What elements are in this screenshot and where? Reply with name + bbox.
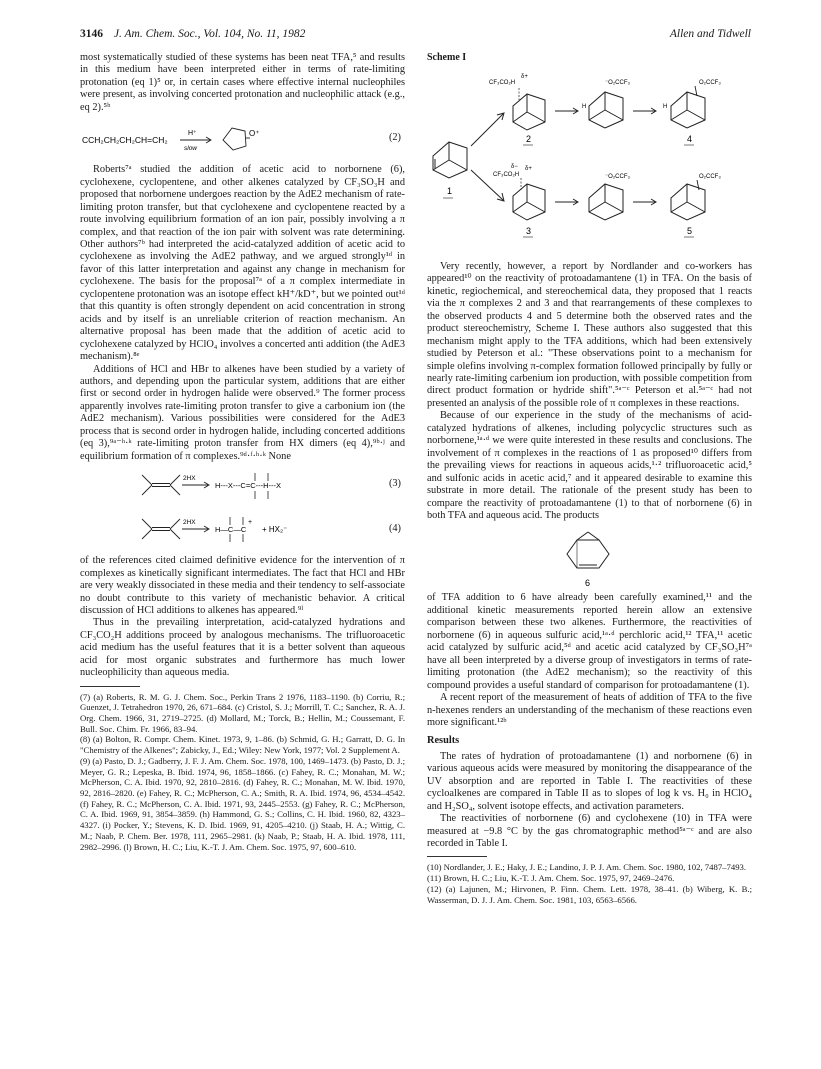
- footnote-rule: [80, 686, 140, 687]
- cation-b-structure: [589, 184, 623, 220]
- eq3-product: H---X---C=C---H---X: [215, 481, 282, 491]
- paragraph: most systematically studied of these systems has been neat TFA,⁵ and results in this medium have been interpreted either in terms of rate-limiting protonation (eq 1)⁵ or, in certain cases where effective internal nucleophiles were present, as involving concerted protonation and nucleophilic attack (e.g., eq 2).⁵ᵇ: [80, 52, 405, 113]
- footnote-rule: [427, 856, 487, 857]
- paragraph: Thus in the prevailing interpretation, acid-catalyzed hydrations and CF₃CO₂H additions proceed by analogous mechanisms. The trifluoroacetic acid medium has the useful features that it is a better solvent than aqueous acid for most organic substrates and furthermore has much lower nucleophilicity than aqueous media.: [80, 617, 405, 679]
- ocof3-b: O₂CCF₃: [699, 80, 721, 87]
- equation-2-drawing: [80, 114, 405, 164]
- paragraph: Additions of HCl and HBr to alkenes have been studied by a variety of authors, and depending upon the particular system, additions that are either first or second order in hydrogen halide were observed.⁹ The former process apparently involves rate-limiting proton transfer to give a carbonium ion (the AdE2 mechanism). Various possibilities were considered for the AdE3 process that is second order in hydrogen halide, including concerted additions (eq 3),⁹ᵃ⁻ʰ·ᵏ rate-limiting proton transfer from HX dimers (eq 4),⁹ᵇ·ʲ and equilibrium formation of π complexes.⁹ᵈ·ᶠ·ʰ·ᵏ None: [80, 363, 405, 462]
- equation-3: [80, 463, 405, 509]
- h-a: H: [582, 104, 587, 111]
- equation-2: [80, 114, 405, 164]
- eq4-cation: +: [248, 519, 253, 527]
- equation-number-4: (4): [388, 523, 401, 535]
- equation-4-drawing: [80, 509, 405, 555]
- compound-1-structure: [433, 142, 467, 178]
- paragraph: Very recently, however, a report by Nordlander and co-workers has appeared¹⁰ on the reactivity of protoadamantene (1) in TFA. On the basis of kinetic, regiochemical, and stereochemical data, they proposed that 1 reacts via the π complexes 2 and 3 and that rearrangements of these complexes to the observed products 4 and 5 determine both the observed rates and the product stereochemistry, Scheme I. These authors also suggested that this mechanism might apply to the TFA additions, which had been extensively studied by Peterson et al.: "These observations point to a mechanism for simple olefins involving π-complex formation followed principally by fully or nearly rate-limiting carbenium ion production, with possible competition from direct product formation or hydride shift".⁵ᵃ⁻ᶜ Peterson et al.⁵ᵃ⁻ᶜ had not presented an analysis of the possible role of π complexes in these reactions.: [427, 260, 752, 409]
- ocof3-c: ⁻O₂CCF₃: [605, 174, 630, 181]
- eq2-reactant: CCH₂CH₂CH₂CH=CH₂: [82, 135, 168, 146]
- running-authors: Allen and Tidwell: [669, 28, 751, 40]
- paragraph: of the references cited claimed definitive evidence for the intervention of π complexes as kinetically significant intermediates. The fact that HCl and HBr are very weakly dissociated in these media and their tendency to self-associate no doubt contribute to this variety of mechanistic behavior. A critical discussion of HCl additions to alkenes has appeared.⁹ˡ: [80, 555, 405, 616]
- ocof3-a: ⁻O₂CCF₃: [605, 80, 630, 87]
- norbornene-figure: [427, 522, 752, 592]
- section-heading-results: Results: [427, 735, 460, 747]
- page-number: 3146: [80, 28, 103, 40]
- h-b: H: [663, 104, 668, 111]
- label-1: 1: [447, 186, 453, 197]
- eq2-arrow-bottom: slow: [184, 145, 198, 153]
- label-2: 2: [526, 134, 532, 145]
- compound-4-structure: [671, 86, 705, 128]
- footnote: (11) Brown, H. C.; Liu, K.-T. J. Am. Chem. Soc. 1975, 97, 2469–2476.: [427, 873, 675, 884]
- equation-3-drawing: [80, 463, 405, 509]
- paragraph: The rates of hydration of protoadamantene (1) and norbornene (6) in various aqueous acids were measured by monitoring the disappearance of the UV absorption and are reported in Table I. The reactivities of these cycloalkenes are compared in Table II as to slopes of log k vs. H₀ in HClO₄ and H₂SO₄, solvent isotope effects, and activation parameters.: [427, 750, 752, 812]
- delta-plus-top: δ+: [521, 74, 528, 81]
- label-5: 5: [687, 226, 693, 237]
- paragraph: The reactivities of norbornene (6) and cyclohexene (10) in TFA were measured at −9.8 °C by the gas chromatographic method⁵ᵃ⁻ᶜ and are also recorded in Table I.: [427, 813, 752, 850]
- cf3co2h-top: CF₃CO₂H: [489, 80, 516, 87]
- footnote: (8) (a) Bolton, R. Compr. Chem. Kinet. 1973, 9, 1–86. (b) Schmid, G. H.; Garratt, D. G. In "Chemistry of the Alkenes"; Zabicky, J., Ed.; Wiley: New York, 1977; Vol. 2 Supplement A.: [80, 734, 405, 756]
- paragraph: A recent report of the measurement of heats of addition of TFA to the five n-hexenes renders an understanding of the mechanism of these reactions even more significant.¹²ᵇ: [427, 692, 752, 728]
- eq4-product: H—C—C: [215, 525, 247, 535]
- delta-minus: δ−: [511, 164, 518, 171]
- label-3: 3: [526, 226, 532, 237]
- running-header: [80, 28, 751, 44]
- eq3-reagent: 2HX: [183, 475, 196, 483]
- ocof3-d: O₂CCF₃: [699, 174, 721, 181]
- norbornene-structure: [427, 522, 752, 592]
- compound-2-structure: [513, 88, 545, 130]
- scheme-1-figure: [427, 66, 752, 256]
- equation-number-3: (3): [388, 478, 401, 490]
- paragraph: of TFA addition to 6 have already been carefully examined,¹¹ and the additional kinetic measurements reported herein allow an extensive comparison between these two alkenes. Furthermore, the reactivities of norbornene (6) in aqueous sulfuric acid,¹ᵃ·ᵈ perchloric acid,¹² TFA,¹¹ acetic acid catalyzed by sulfuric acid,⁵ᵈ and acetic acid catalyzed by CF₃SO₃H⁷ᵃ have all been interpreted by a diverse group of investigators in terms of rate-limiting protonation (the AdE2 mechanism); so the reactivity of this compound provides a useful standard of comparison for protoadamantene (1).: [427, 592, 752, 691]
- eq4-reagent: 2HX: [183, 519, 196, 527]
- label-4: 4: [687, 134, 693, 145]
- footnotes-right: [427, 862, 752, 905]
- cf3co2h-bottom: CF₃CO₂H: [493, 172, 520, 179]
- equation-4: [80, 509, 405, 555]
- equation-number-2: (2): [388, 132, 401, 144]
- scheme-title: Scheme I: [427, 52, 467, 63]
- eq4-plus: + HX₂⁻: [262, 525, 288, 535]
- paragraph: Roberts⁷ᵃ studied the addition of acetic acid to norbornene (6), cyclohexene, cyclopentene, and other alkenes catalyzed by CF₃SO₃H and proposed that norbornene undergoes reaction by the AdE2 mechanism of rate-limiting proton transfer, but that cyclohexene and cyclopentene reacted by a route involving equilibrium formation of an ion pair, possibly involving a π complex, and that reaction of the ion pair with solvent was rate determining. Other authors⁷ᵇ had interpreted the acid-catalyzed addition of acetic acid to cyclohexene as involving the AdE2 pathway, and we argued strongly¹ᵈ in favor of this latter interpretation and against any change in mechanism for cyclohexene. The basis for the proposal⁷ᵃ of a π complex intermediate in cyclopentene protonation was an isotope effect kH⁺/kD⁺, but we pointed out¹ᵈ that this quantity is often strongly dependent on acid concentration in strong acids and by itself is an unreliable criterion of reaction mechanism. An alternative proposal has been made that the addition of acetic acid to cyclohexene catalyzed by HClO₄ involves a concerted anti addition (the AdE3 mechanism).⁸ᵉ: [80, 164, 405, 363]
- compound-3-structure: [513, 178, 545, 220]
- footnote: (9) (a) Pasto, D. J.; Gadberry, J. F. J. Am. Chem. Soc. 1978, 100, 1469–1473. (b) Pasto, D. J.; Meyer, G. R.; Lepeska, B. Ibid. 1974, 96, 1858–1866. (c) Fahey, R. C.; Monahan, M. W.; McPherson, C. A. Ibid. 1970, 92, 2810–2816. (d) Fahey, R. C.; Monahan, M. W. Ibid. 1970, 92, 2816–2820. (e) Fahey, R. C.; McPherson, C. A.; Smith, R. A. Ibid. 1974, 96, 4534–4542. (f) Fahey, R. C.; McPherson, C. A. Ibid. 1971, 93, 2445–2553. (g) Fahey, R. C.; McPherson, C. A. Ibid. 1969, 91, 3854–3859. (h) Hammond, G. S.; Collins, C. H. Ibid. 1960, 82, 4323–4327. (i) Pocker, Y.; Stevens, K. D. Ibid. 1969, 91, 4205–4210. (j) Staab, H. A.; Wittig, C. M.; Naab, P. Chem. Ber. 1978, 111, 2965–2981. (k) Naab, P.; Staab, H. A. Ibid. 1978, 111, 2982–2996. (l) Brown, H. C.; Liu, K.-T. J. Am. Chem. Soc. 1975, 97, 600–610.: [80, 755, 405, 852]
- compound-5-structure: [671, 180, 705, 220]
- eq2-cation: O⁺: [249, 129, 260, 139]
- left-column: [80, 52, 405, 852]
- label-6: 6: [585, 578, 591, 589]
- eq2-arrow-top: H⁺: [188, 130, 197, 138]
- cation-a-structure: [589, 92, 623, 128]
- footnote: (12) (a) Lajunen, M.; Hirvonen, P. Finn. Chem. Lett. 1978, 38–41. (b) Wiberg, K. B.; Wasserman, D. J. J. Am. Chem. Soc. 1981, 103, 6563–6566.: [427, 883, 752, 905]
- footnotes-left: [80, 692, 405, 853]
- footnote: (7) (a) Roberts, R. M. G. J. Chem. Soc., Perkin Trans 2 1976, 1183–1190. (b) Corriu, R.; Guenzet, J. Tetrahedron 1970, 26, 671–684. (c) Cristol, S. J.; Morrill, T. C.; Sanchez, R. A. J. Org. Chem. 1966, 31, 2719–2725. (d) Mollard, M.; Torck, B.; Hellin, M.; Coussemant, F. Bull. Soc. Chim. Fr. 1966, 83–94.: [80, 691, 405, 734]
- paragraph: Because of our experience in the study of the mechanisms of acid-catalyzed hydrations of alkenes, including polycyclic structures such as norbornene,¹ᵃ·ᵈ we were quite interested in these results and conclusions. The involvement of π complexes in the reactions of 1 as proposed¹⁰ differs from the prevailing views for reactions in aqueous acids,¹·² trifluoroacetic acid,⁵ and sulfonic acids in acetic acid,⁷ and it appeared desirable to examine this substrate in more detail. The rationale of the present study has been to compare the reactivity of protoadamantene (1) to that of norbornene (6) in both TFA and aqueous acid. The products: [427, 410, 752, 521]
- journal-citation: J. Am. Chem. Soc., Vol. 104, No. 11, 1982: [113, 28, 306, 40]
- right-column: [427, 52, 752, 905]
- footnote: (10) Nordlander, J. E.; Haky, J. E.; Landino, J. P. J. Am. Chem. Soc. 1980, 102, 7487–7493.: [427, 862, 747, 873]
- delta-plus-bottom: δ+: [525, 166, 532, 173]
